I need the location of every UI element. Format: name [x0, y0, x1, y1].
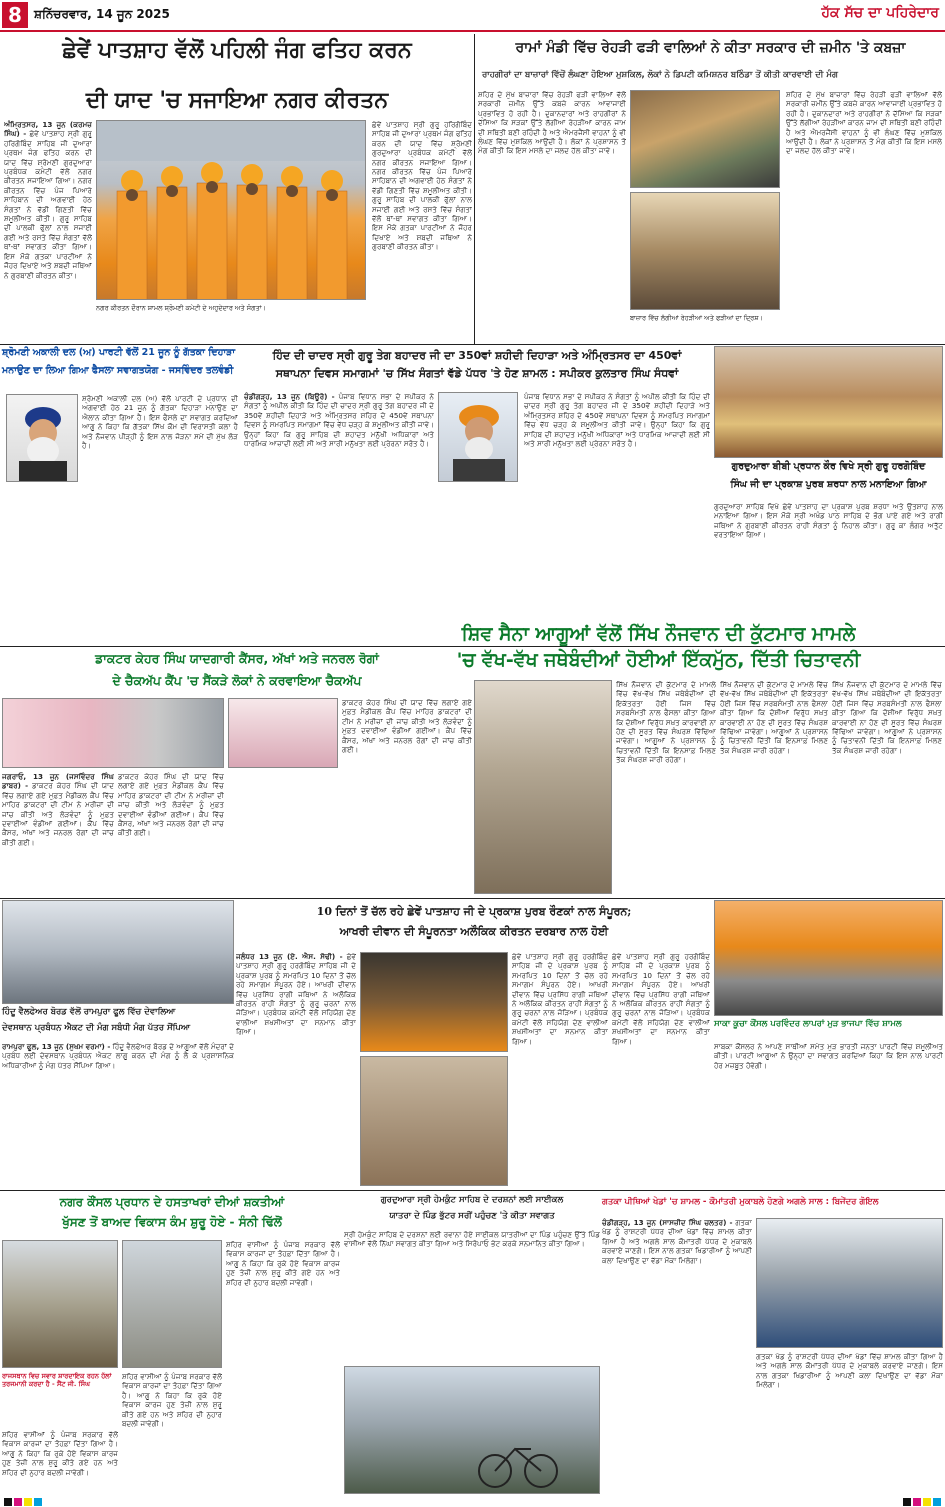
reg-mark-black-r [903, 1498, 911, 1506]
section-rule [0, 1190, 945, 1191]
column-divider [474, 34, 475, 344]
dateline: ਰਾਮਪੁਰਾ ਫੂਲ, 13 ਜੂਨ (ਸੁਖਮ ਵਰਮਾ) - [2, 1042, 111, 1051]
story-rama-mandi [478, 34, 943, 344]
story-column-right [342, 698, 472, 894]
story-body: ਗਤਕਾ ਖੇਡ ਨੂੰ ਰਾਸ਼ਟਰੀ ਪੱਧਰ ਦੀਆਂ ਖੇਡਾਂ ਵਿੱਚ ਸ਼ਾਮਲ ਕੀਤਾ ਗਿਆ ਹੈ ਅਤੇ ਅਗਲੇ ਸਾਲ ਕੌਮਾਂਤਰੀ ਪੱਧਰ ਦੇ ਮੁਕਾਬਲੇ ਕਰਵਾਏ ਜਾਣਗੇ। ਇਸ ਨਾਲ ਗਤਕਾ ਖਿਡਾਰੀਆਂ ਨੂੰ ਆਪਣੀ ਕਲਾ ਦਿਖਾਉਣ ਦਾ ਵੱਡਾ ਮੌਕਾ ਮਿਲੇਗਾ। [602, 1218, 752, 1265]
market-photo-2 [630, 192, 780, 310]
story-body-cont2: ਸਿੱਖ ਨੌਜਵਾਨ ਦੀ ਕੁੱਟਮਾਰ ਦੇ ਮਾਮਲੇ ਵਿੱਚ ਵੱਖ-ਵੱਖ ਸਿੱਖ ਜਥੇਬੰਦੀਆਂ ਦੀ ਇਕੱਤਰਤਾ ਹੋਈ ਜਿਸ ਵਿੱਚ ਸਰਬਸੰਮਤੀ ਨਾਲ ਫੈਸਲਾ ਕੀਤਾ ਗਿਆ ਕਿ ਦੋਸ਼ੀਆਂ ਵਿਰੁੱਧ ਸਖ਼ਤ ਕਾਰਵਾਈ ਨਾ ਹੋਣ ਦੀ ਸੂਰਤ ਵਿੱਚ ਸੰਘਰਸ਼ ਵਿੱਢਿਆ ਜਾਵੇਗਾ। ਆਗੂਆਂ ਨੇ ਪ੍ਰਸ਼ਾਸਨ ਨੂੰ ਚਿਤਾਵਨੀ ਦਿੱਤੀ ਕਿ ਇਨਸਾਫ਼ ਮਿਲਣ ਤੱਕ ਸੰਘਰਸ਼ ਜਾਰੀ ਰਹੇਗਾ। [832, 680, 942, 755]
story-column-right [372, 120, 472, 342]
story-body-cont: ਗਤਕਾ ਖੇਡ ਨੂੰ ਰਾਸ਼ਟਰੀ ਪੱਧਰ ਦੀਆਂ ਖੇਡਾਂ ਵਿੱਚ ਸ਼ਾਮਲ ਕੀਤਾ ਗਿਆ ਹੈ ਅਤੇ ਅਗਲੇ ਸਾਲ ਕੌਮਾਂਤਰੀ ਪੱਧਰ ਦੇ ਮੁਕਾਬਲੇ ਕਰਵਾਏ ਜਾਣਗੇ। ਇਸ ਨਾਲ ਗਤਕਾ ਖਿਡਾਰੀਆਂ ਨੂੰ ਆਪਣੀ ਕਲਾ ਦਿਖਾਉਣ ਦਾ ਵੱਡਾ ਮੌਕਾ ਮਿਲੇਗਾ। [756, 1352, 943, 1390]
headline: ਡਾਕਟਰ ਕੇਹਰ ਸਿੰਘ ਯਾਦਗਾਰੀ ਕੈਂਸਰ, ਅੱਖਾਂ ਅਤੇ ਜਨਰਲ ਰੋਗਾਂ [95, 651, 379, 666]
story-prakash-purab [236, 900, 712, 1190]
photo-caption: ਬਾਜ਼ਾਰ ਵਿੱਚ ਲੱਗੀਆਂ ਰੇਹੜੀਆਂ ਅਤੇ ਫੜੀਆਂ ਦਾ ਦ੍ਰਿਸ਼। [630, 314, 763, 322]
story-350-shaheedi [242, 346, 712, 646]
story-nagar-council [2, 1192, 342, 1496]
page-number: 8 [8, 3, 22, 27]
story-body-cont2: ਡਾਕਟਰ ਕੇਹਰ ਸਿੰਘ ਦੀ ਯਾਦ ਵਿੱਚ ਲਗਾਏ ਗਏ ਮੁਫ਼ਤ ਮੈਡੀਕਲ ਕੈਂਪ ਵਿੱਚ ਮਾਹਿਰ ਡਾਕਟਰਾਂ ਦੀ ਟੀਮ ਨੇ ਮਰੀਜ਼ਾਂ ਦੀ ਜਾਂਚ ਕੀਤੀ ਅਤੇ ਲੋੜਵੰਦਾਂ ਨੂੰ ਮੁਫ਼ਤ ਦਵਾਈਆਂ ਵੰਡੀਆਂ ਗਈਆਂ। ਕੈਂਪ ਵਿੱਚ ਕੈਂਸਰ, ਅੱਖਾਂ ਅਤੇ ਜਨਰਲ ਰੋਗਾਂ ਦੀ ਜਾਂਚ ਕੀਤੀ ਗਈ। [342, 698, 472, 755]
story-shiv-sena [456, 618, 943, 896]
headline-line2: ਖੁੱਸਣ ਤੋਂ ਬਾਅਦ ਵਿਕਾਸ ਕੰਮ ਸ਼ੁਰੂ ਹੋਏ - ਸੰਨੀ ਢਿੱਲੋਂ [62, 1215, 282, 1229]
reg-mark-magenta [14, 1498, 22, 1506]
reg-mark-cyan-r [933, 1498, 941, 1506]
story-column [714, 1042, 943, 1188]
headline: ਹਿੰਦ ਦੀ ਚਾਦਰ ਸ੍ਰੀ ਗੁਰੂ ਤੇਗ ਬਹਾਦਰ ਜੀ ਦਾ 350ਵਾਂ ਸ਼ਹੀਦੀ ਦਿਹਾੜਾ ਅਤੇ ਅੰਮ੍ਰਿਤਸਰ ਦਾ 450ਵਾਂ [272, 349, 682, 362]
headline-line2: ਦੀ ਯਾਦ 'ਚ ਸਜਾਇਆ ਨਗਰ ਕੀਰਤਨ [85, 88, 389, 113]
speaker-illustration [439, 393, 518, 482]
medical-camp-photo-2 [228, 698, 338, 768]
masthead-rule [0, 30, 945, 32]
story-column-right [226, 1240, 340, 1494]
story-column-left [2, 1430, 118, 1494]
story-body-cont: ਸਿੱਖ ਨੌਜਵਾਨ ਦੀ ਕੁੱਟਮਾਰ ਦੇ ਮਾਮਲੇ ਵਿੱਚ ਵੱਖ-ਵੱਖ ਸਿੱਖ ਜਥੇਬੰਦੀਆਂ ਦੀ ਇਕੱਤਰਤਾ ਹੋਈ ਜਿਸ ਵਿੱਚ ਸਰਬਸੰਮਤੀ ਨਾਲ ਫੈਸਲਾ ਕੀਤਾ ਗਿਆ ਕਿ ਦੋਸ਼ੀਆਂ ਵਿਰੁੱਧ ਸਖ਼ਤ ਕਾਰਵਾਈ ਨਾ ਹੋਣ ਦੀ ਸੂਰਤ ਵਿੱਚ ਸੰਘਰਸ਼ ਵਿੱਢਿਆ ਜਾਵੇਗਾ। ਆਗੂਆਂ ਨੇ ਪ੍ਰਸ਼ਾਸਨ ਨੂੰ ਚਿਤਾਵਨੀ ਦਿੱਤੀ ਕਿ ਇਨਸਾਫ਼ ਮਿਲਣ ਤੱਕ ਸੰਘਰਸ਼ ਜਾਰੀ ਰਹੇਗਾ। [720, 680, 828, 755]
registration-strip [0, 1497, 945, 1507]
dateline: ਚੰਡੀਗੜ੍ਹ, 13 ਜੂਨ (ਸਾਸਜ਼ੀਦ ਸਿੰਘ ਚਲਤਰ) - [602, 1218, 733, 1227]
story-column-right [612, 952, 710, 1188]
story-gatka-games [602, 1192, 943, 1496]
story-hindu-welfare-board [2, 900, 234, 1190]
headline: ਛੇਵੇਂ ਪਾਤਸ਼ਾਹ ਵੱਲੋਂ ਪਹਿਲੀ ਜੰਗ ਫਤਿਹ ਕਰਨ [62, 38, 412, 63]
story-column-mid [512, 952, 608, 1188]
story-cycle-yatra [344, 1192, 600, 1496]
sangat-photo [360, 1056, 508, 1186]
headline: ਗੁਰਦੁਆਰਾ ਬੀਬੀ ਪ੍ਰਧਾਨ ਕੌਰ ਵਿਖੇ ਸ੍ਰੀ ਗੁਰੂ ਹਰਗੋਬਿੰਦ [731, 461, 926, 472]
story-column [82, 394, 238, 642]
story-nagar-kirtan [2, 34, 472, 344]
headline: ਸਾਕਾ ਕੂਚਾ ਕੌਂਸਲ ਪਰਵਿੰਦਰ ਲਾਪਰਾਂ ਮੁੜ ਭਾਜਪਾ ਵਿੱਚ ਸ਼ਾਮਲ [714, 1019, 902, 1029]
story-column-left [602, 1218, 752, 1494]
story-column [344, 1230, 600, 1362]
story-body-cont: ਡਾਕਟਰ ਕੇਹਰ ਸਿੰਘ ਦੀ ਯਾਦ ਵਿੱਚ ਲਗਾਏ ਗਏ ਮੁਫ਼ਤ ਮੈਡੀਕਲ ਕੈਂਪ ਵਿੱਚ ਮਾਹਿਰ ਡਾਕਟਰਾਂ ਦੀ ਟੀਮ ਨੇ ਮਰੀਜ਼ਾਂ ਦੀ ਜਾਂਚ ਕੀਤੀ ਅਤੇ ਲੋੜਵੰਦਾਂ ਨੂੰ ਮੁਫ਼ਤ ਦਵਾਈਆਂ ਵੰਡੀਆਂ ਗਈਆਂ। ਕੈਂਪ ਵਿੱਚ ਕੈਂਸਰ, ਅੱਖਾਂ ਅਤੇ ਜਨਰਲ ਰੋਗਾਂ ਦੀ ਜਾਂਚ ਕੀਤੀ ਗਈ। [118, 772, 224, 838]
gatka-photo [756, 1218, 943, 1348]
memorandum-photo [2, 900, 234, 1004]
paper-name: ਹੱਕ ਸੱਚ ਦਾ ਪਹਿਰੇਦਾਰ [821, 5, 939, 21]
story-column-right [756, 1352, 943, 1494]
story-body: ਛੇਵੇਂ ਪਾਤਸ਼ਾਹ ਸ੍ਰੀ ਗੁਰੂ ਹਰਗੋਬਿੰਦ ਸਾਹਿਬ ਜੀ ਦੇ ਪ੍ਰਕਾਸ਼ ਪੁਰਬ ਨੂੰ ਸਮਰਪਿਤ 10 ਦਿਨਾਂ ਤੋਂ ਚੱਲ ਰਹੇ ਸਮਾਗਮ ਸੰਪੂਰਨ ਹੋਏ। ਆਖਰੀ ਦੀਵਾਨ ਵਿੱਚ ਪ੍ਰਸਿੱਧ ਰਾਗੀ ਜਥਿਆਂ ਨੇ ਅਲੌਕਿਕ ਕੀਰਤਨ ਰਾਹੀਂ ਸੰਗਤਾਂ ਨੂੰ ਗੁਰੂ ਚਰਨਾਂ ਨਾਲ ਜੋੜਿਆ। ਪ੍ਰਬੰਧਕ ਕਮੇਟੀ ਵੱਲੋਂ ਸਹਿਯੋਗ ਦੇਣ ਵਾਲੀਆਂ ਸ਼ਖਸੀਅਤਾਂ ਦਾ ਸਨਮਾਨ ਕੀਤਾ ਗਿਆ। [236, 952, 356, 1037]
construction-photo-2 [122, 1240, 222, 1368]
story-body-cont: ਸ਼ਹਿਰ ਵਾਸੀਆਂ ਨੂੰ ਪੰਜਾਬ ਸਰਕਾਰ ਵੱਲੋਂ ਵਿਕਾਸ ਕਾਰਜਾਂ ਦਾ ਤੋਹਫ਼ਾ ਦਿੱਤਾ ਗਿਆ ਹੈ। ਆਗੂ ਨੇ ਕਿਹਾ ਕਿ ਰੁਕੇ ਹੋਏ ਵਿਕਾਸ ਕਾਰਜ ਹੁਣ ਤੇਜ਼ੀ ਨਾਲ ਸ਼ੁਰੂ ਕੀਤੇ ਗਏ ਹਨ ਅਤੇ ਸ਼ਹਿਰ ਦੀ ਨੁਹਾਰ ਬਦਲੀ ਜਾਵੇਗੀ। [122, 1372, 222, 1429]
dateline: ਚੰਡੀਗੜ੍ਹ, 13 ਜੂਨ (ਬਿਊਰੋ) - [244, 392, 335, 401]
story-body-cont: ਸ਼ਹਿਰ ਦੇ ਮੁੱਖ ਬਾਜ਼ਾਰਾਂ ਵਿੱਚ ਰੇਹੜੀ ਫੜੀ ਵਾਲਿਆਂ ਵੱਲੋਂ ਸਰਕਾਰੀ ਜ਼ਮੀਨ ਉੱਤੇ ਕਬਜ਼ੇ ਕਾਰਨ ਆਵਾਜਾਈ ਪ੍ਰਭਾਵਿਤ ਹੋ ਰਹੀ ਹੈ। ਦੁਕਾਨਦਾਰਾਂ ਅਤੇ ਰਾਹਗੀਰਾਂ ਨੇ ਦੱਸਿਆ ਕਿ ਸੜਕਾਂ ਉੱਤੇ ਲੱਗੀਆਂ ਰੇਹੜੀਆਂ ਕਾਰਨ ਜਾਮ ਦੀ ਸਥਿਤੀ ਬਣੀ ਰਹਿੰਦੀ ਹੈ ਅਤੇ ਐਮਰਜੈਂਸੀ ਵਾਹਨਾਂ ਨੂੰ ਵੀ ਲੰਘਣ ਵਿੱਚ ਮੁਸ਼ਕਿਲ ਆਉਂਦੀ ਹੈ। ਲੋਕਾਂ ਨੇ ਪ੍ਰਸ਼ਾਸਨ ਤੋਂ ਮੰਗ ਕੀਤੀ ਕਿ ਇਸ ਮਸਲੇ ਦਾ ਜਲਦ ਹੱਲ ਕੀਤਾ ਜਾਵੇ। [786, 90, 942, 156]
headline: ਰਾਮਾਂ ਮੰਡੀ ਵਿੱਚ ਰੇਹੜੀ ਫੜੀ ਵਾਲਿਆਂ ਨੇ ਕੀਤਾ ਸਰਕਾਰ ਦੀ ਜ਼ਮੀਨ 'ਤੇ ਕਬਜ਼ਾ [515, 40, 906, 56]
inset-caption: ਰਾਜਸਥਾਨ ਵਿਚ ਸਵਾਰ ਸ਼ਾਰਦਾਇਕ ਰਹਨ ਹੱਲਾਂ ਤਰਜਮਾਨੀ ਕਰਦਾ ਹੈ - ਸੈਂਟ ਜੀ. ਸਿੰਘ [2, 1372, 112, 1389]
story-column-left [236, 952, 356, 1188]
page-number-box [2, 2, 28, 28]
story-body: ਪੰਜਾਬ ਵਿਧਾਨ ਸਭਾ ਦੇ ਸਪੀਕਰ ਨੇ ਸੰਗਤਾਂ ਨੂੰ ਅਪੀਲ ਕੀਤੀ ਕਿ ਹਿੰਦ ਦੀ ਚਾਦਰ ਸ੍ਰੀ ਗੁਰੂ ਤੇਗ ਬਹਾਦਰ ਜੀ ਦੇ 350ਵੇਂ ਸ਼ਹੀਦੀ ਦਿਹਾੜੇ ਅਤੇ ਅੰਮ੍ਰਿਤਸਰ ਸ਼ਹਿਰ ਦੇ 450ਵੇਂ ਸਥਾਪਨਾ ਦਿਵਸ ਨੂੰ ਸਮਰਪਿਤ ਸਮਾਗਮਾਂ ਵਿੱਚ ਵੱਧ ਚੜ੍ਹ ਕੇ ਸ਼ਮੂਲੀਅਤ ਕੀਤੀ ਜਾਵੇ। ਉਨ੍ਹਾਂ ਕਿਹਾ ਕਿ ਗੁਰੂ ਸਾਹਿਬ ਦੀ ਸ਼ਹਾਦਤ ਮਨੁੱਖੀ ਅਧਿਕਾਰਾਂ ਅਤੇ ਧਾਰਮਿਕ ਆਜ਼ਾਦੀ ਲਈ ਸੀ ਅਤੇ ਸਾਰੀ ਮਨੁੱਖਤਾ ਲਈ ਪ੍ਰੇਰਨਾ ਸਰੋਤ ਹੈ। [244, 392, 434, 449]
story-body-cont: ਪੰਜਾਬ ਵਿਧਾਨ ਸਭਾ ਦੇ ਸਪੀਕਰ ਨੇ ਸੰਗਤਾਂ ਨੂੰ ਅਪੀਲ ਕੀਤੀ ਕਿ ਹਿੰਦ ਦੀ ਚਾਦਰ ਸ੍ਰੀ ਗੁਰੂ ਤੇਗ ਬਹਾਦਰ ਜੀ ਦੇ 350ਵੇਂ ਸ਼ਹੀਦੀ ਦਿਹਾੜੇ ਅਤੇ ਅੰਮ੍ਰਿਤਸਰ ਸ਼ਹਿਰ ਦੇ 450ਵੇਂ ਸਥਾਪਨਾ ਦਿਵਸ ਨੂੰ ਸਮਰਪਿਤ ਸਮਾਗਮਾਂ ਵਿੱਚ ਵੱਧ ਚੜ੍ਹ ਕੇ ਸ਼ਮੂਲੀਅਤ ਕੀਤੀ ਜਾਵੇ। ਉਨ੍ਹਾਂ ਕਿਹਾ ਕਿ ਗੁਰੂ ਸਾਹਿਬ ਦੀ ਸ਼ਹਾਦਤ ਮਨੁੱਖੀ ਅਧਿਕਾਰਾਂ ਅਤੇ ਧਾਰਮਿਕ ਆਜ਼ਾਦੀ ਲਈ ਸੀ ਅਤੇ ਸਾਰੀ ਮਨੁੱਖਤਾ ਲਈ ਪ੍ਰੇਰਨਾ ਸਰੋਤ ਹੈ। [524, 392, 710, 449]
story-bjp-joining [714, 900, 943, 1190]
story-body-cont: ਛੇਵੇਂ ਪਾਤਸ਼ਾਹ ਸ੍ਰੀ ਗੁਰੂ ਹਰਗੋਬਿੰਦ ਸਾਹਿਬ ਜੀ ਦੇ ਪ੍ਰਕਾਸ਼ ਪੁਰਬ ਨੂੰ ਸਮਰਪਿਤ 10 ਦਿਨਾਂ ਤੋਂ ਚੱਲ ਰਹੇ ਸਮਾਗਮ ਸੰਪੂਰਨ ਹੋਏ। ਆਖਰੀ ਦੀਵਾਨ ਵਿੱਚ ਪ੍ਰਸਿੱਧ ਰਾਗੀ ਜਥਿਆਂ ਨੇ ਅਲੌਕਿਕ ਕੀਰਤਨ ਰਾਹੀਂ ਸੰਗਤਾਂ ਨੂੰ ਗੁਰੂ ਚਰਨਾਂ ਨਾਲ ਜੋੜਿਆ। ਪ੍ਰਬੰਧਕ ਕਮੇਟੀ ਵੱਲੋਂ ਸਹਿਯੋਗ ਦੇਣ ਵਾਲੀਆਂ ਸ਼ਖਸੀਅਤਾਂ ਦਾ ਸਨਮਾਨ ਕੀਤਾ ਗਿਆ। [512, 952, 608, 1046]
headline: ਨਗਰ ਕੌਂਸਲ ਪ੍ਰਧਾਨ ਦੇ ਹਸਤਾਖਰਾਂ ਦੀਆਂ ਸ਼ਕਤੀਆਂ [59, 1195, 285, 1209]
procession-illustration [97, 121, 366, 300]
reg-mark-black [4, 1498, 12, 1506]
story-column-1 [616, 680, 716, 894]
story-column-left [244, 392, 434, 642]
dateline: ਜਲੰਧਰ 13 ਜੂਨ (ਏ. ਐਸ. ਸੋਢੀ) - [236, 952, 343, 961]
headline: ਸ਼੍ਰੋਮਣੀ ਅਕਾਲੀ ਦਲ (ਅ) ਪਾਰਟੀ ਵੱਲੋਂ 21 ਜੂਨ ਨੂੰ ਗੱਤਕਾ ਦਿਹਾੜਾ [2, 347, 236, 358]
bicycle-illustration [345, 1367, 600, 1494]
story-column-left [2, 772, 114, 894]
story-body-cont2: ਛੇਵੇਂ ਪਾਤਸ਼ਾਹ ਸ੍ਰੀ ਗੁਰੂ ਹਰਗੋਬਿੰਦ ਸਾਹਿਬ ਜੀ ਦੇ ਪ੍ਰਕਾਸ਼ ਪੁਰਬ ਨੂੰ ਸਮਰਪਿਤ 10 ਦਿਨਾਂ ਤੋਂ ਚੱਲ ਰਹੇ ਸਮਾਗਮ ਸੰਪੂਰਨ ਹੋਏ। ਆਖਰੀ ਦੀਵਾਨ ਵਿੱਚ ਪ੍ਰਸਿੱਧ ਰਾਗੀ ਜਥਿਆਂ ਨੇ ਅਲੌਕਿਕ ਕੀਰਤਨ ਰਾਹੀਂ ਸੰਗਤਾਂ ਨੂੰ ਗੁਰੂ ਚਰਨਾਂ ਨਾਲ ਜੋੜਿਆ। ਪ੍ਰਬੰਧਕ ਕਮੇਟੀ ਵੱਲੋਂ ਸਹਿਯੋਗ ਦੇਣ ਵਾਲੀਆਂ ਸ਼ਖਸੀਅਤਾਂ ਦਾ ਸਨਮਾਨ ਕੀਤਾ ਗਿਆ। [612, 952, 710, 1046]
headline: 10 ਦਿਨਾਂ ਤੋਂ ਚੱਲ ਰਹੇ ਛੇਵੇਂ ਪਾਤਸ਼ਾਹ ਜੀ ਦੇ ਪ੍ਰਕਾਸ਼ ਪੁਰਬ ਰੌਣਕਾਂ ਨਾਲ ਸੰਪੂਰਨ; [316, 905, 632, 918]
headline-line2: ਯਾਤਰਾ ਦੇ ਪਿੰਡ ਭੁੱਟਰ ਸਰੀਂ ਪਹੁੰਚਣ 'ਤੇ ਕੀਤਾ ਸਵਾਗਤ [389, 1211, 555, 1221]
market-photo [630, 90, 780, 188]
speaker-photo [438, 392, 518, 482]
story-body-cont2: ਸ਼ਹਿਰ ਵਾਸੀਆਂ ਨੂੰ ਪੰਜਾਬ ਸਰਕਾਰ ਵੱਲੋਂ ਵਿਕਾਸ ਕਾਰਜਾਂ ਦਾ ਤੋਹਫ਼ਾ ਦਿੱਤਾ ਗਿਆ ਹੈ। ਆਗੂ ਨੇ ਕਿਹਾ ਕਿ ਰੁਕੇ ਹੋਏ ਵਿਕਾਸ ਕਾਰਜ ਹੁਣ ਤੇਜ਼ੀ ਨਾਲ ਸ਼ੁਰੂ ਕੀਤੇ ਗਏ ਹਨ ਅਤੇ ਸ਼ਹਿਰ ਦੀ ਨੁਹਾਰ ਬਦਲੀ ਜਾਵੇਗੀ। [226, 1240, 340, 1287]
kirtan-darbar-photo [360, 952, 508, 1052]
dateline: ਜਗਰਾਓਂ, 13 ਜੂਨ (ਜਸਵਿੰਦਰ ਸਿੰਘ ਡਾਬਰ) - [2, 772, 114, 791]
headline-line2: ਦੇ ਚੈਕਅੱਪ ਕੈਂਪ 'ਚ ਸੈਂਕੜੇ ਲੋਕਾਂ ਨੇ ਕਰਵਾਇਆ ਚੈਕਅੱਪ [112, 673, 362, 688]
story-body: ਸਿੱਖ ਨੌਜਵਾਨ ਦੀ ਕੁੱਟਮਾਰ ਦੇ ਮਾਮਲੇ ਵਿੱਚ ਵੱਖ-ਵੱਖ ਸਿੱਖ ਜਥੇਬੰਦੀਆਂ ਦੀ ਇਕੱਤਰਤਾ ਹੋਈ ਜਿਸ ਵਿੱਚ ਸਰਬਸੰਮਤੀ ਨਾਲ ਫੈਸਲਾ ਕੀਤਾ ਗਿਆ ਕਿ ਦੋਸ਼ੀਆਂ ਵਿਰੁੱਧ ਸਖ਼ਤ ਕਾਰਵਾਈ ਨਾ ਹੋਣ ਦੀ ਸੂਰਤ ਵਿੱਚ ਸੰਘਰਸ਼ ਵਿੱਢਿਆ ਜਾਵੇਗਾ। ਆਗੂਆਂ ਨੇ ਪ੍ਰਸ਼ਾਸਨ ਨੂੰ ਚਿਤਾਵਨੀ ਦਿੱਤੀ ਕਿ ਇਨਸਾਫ਼ ਮਿਲਣ ਤੱਕ ਸੰਘਰਸ਼ ਜਾਰੀ ਰਹੇਗਾ। [616, 680, 716, 765]
subheadline: ਰਾਹਗੀਰਾਂ ਦਾ ਬਾਜ਼ਾਰਾਂ ਵਿੱਚੋਂ ਲੰਘਣਾ ਹੋਇਆ ਮੁਸ਼ਕਿਲ, ਲੋਕਾਂ ਨੇ ਡਿਪਟੀ ਕਮਿਸ਼ਨਰ ਬਠਿੰਡਾ ਤੋਂ ਕੀਤੀ ਕਾਰਵਾਈ ਦੀ ਮੰਗ [482, 70, 838, 80]
headline-line2: ਸਥਾਪਨਾ ਦਿਵਸ ਸਮਾਗਮਾਂ 'ਚ ਸਿੱਖ ਸੰਗਤਾਂ ਵੱਡੇ ਪੱਧਰ 'ਤੇ ਹੋਣ ਸ਼ਾਮਲ : ਸਪੀਕਰ ਕੁਲਤਾਰ ਸਿੰਘ ਸੰਧਵਾਂ [275, 367, 679, 380]
story-body: ਸਾਬਕਾ ਕੌਂਸਲਰ ਨੇ ਆਪਣੇ ਸਾਥੀਆਂ ਸਮੇਤ ਮੁੜ ਭਾਰਤੀ ਜਨਤਾ ਪਾਰਟੀ ਵਿੱਚ ਸ਼ਮੂਲੀਅਤ ਕੀਤੀ। ਪਾਰਟੀ ਆਗੂਆਂ ਨੇ ਉਨ੍ਹਾਂ ਦਾ ਸਵਾਗਤ ਕਰਦਿਆਂ ਕਿਹਾ ਕਿ ਇਸ ਨਾਲ ਪਾਰਟੀ ਹੋਰ ਮਜ਼ਬੂਤ ਹੋਵੇਗੀ। [714, 1042, 943, 1070]
issue-date: ਸ਼ਨਿੱਚਰਵਾਰ, 14 ਜੂਨ 2025 [34, 7, 170, 21]
story-medical-camp [2, 648, 472, 896]
story-column-2 [720, 680, 828, 894]
headline-line2: ਸਿੰਘ ਜੀ ਦਾ ਪ੍ਰਕਾਸ਼ ਪੁਰਬ ਸ਼ਰਧਾ ਨਾਲ ਮਨਾਇਆ ਗਿਆ [730, 479, 927, 490]
dateline: ਅੰਮ੍ਰਿਤਸਰ, 13 ਜੂਨ (ਕਰਮਜ਼ ਸਿੰਘ) - [4, 120, 92, 139]
story-body: ਸ਼ਹਿਰ ਦੇ ਮੁੱਖ ਬਾਜ਼ਾਰਾਂ ਵਿੱਚ ਰੇਹੜੀ ਫੜੀ ਵਾਲਿਆਂ ਵੱਲੋਂ ਸਰਕਾਰੀ ਜ਼ਮੀਨ ਉੱਤੇ ਕਬਜ਼ੇ ਕਾਰਨ ਆਵਾਜਾਈ ਪ੍ਰਭਾਵਿਤ ਹੋ ਰਹੀ ਹੈ। ਦੁਕਾਨਦਾਰਾਂ ਅਤੇ ਰਾਹਗੀਰਾਂ ਨੇ ਦੱਸਿਆ ਕਿ ਸੜਕਾਂ ਉੱਤੇ ਲੱਗੀਆਂ ਰੇਹੜੀਆਂ ਕਾਰਨ ਜਾਮ ਦੀ ਸਥਿਤੀ ਬਣੀ ਰਹਿੰਦੀ ਹੈ ਅਤੇ ਐਮਰਜੈਂਸੀ ਵਾਹਨਾਂ ਨੂੰ ਵੀ ਲੰਘਣ ਵਿੱਚ ਮੁਸ਼ਕਿਲ ਆਉਂਦੀ ਹੈ। ਲੋਕਾਂ ਨੇ ਪ੍ਰਸ਼ਾਸਨ ਤੋਂ ਮੰਗ ਕੀਤੀ ਕਿ ਇਸ ਮਸਲੇ ਦਾ ਜਲਦ ਹੱਲ ਕੀਤਾ ਜਾਵੇ। [478, 90, 626, 156]
story-column-right [786, 90, 942, 342]
reg-mark-yellow [24, 1498, 32, 1506]
section-rule [0, 898, 945, 899]
masthead [0, 0, 945, 30]
story-column [478, 90, 626, 342]
story-body-cont: ਛੇਵੇਂ ਪਾਤਸ਼ਾਹ ਸ੍ਰੀ ਗੁਰੂ ਹਰਿਗੋਬਿੰਦ ਸਾਹਿਬ ਜੀ ਦੁਆਰਾ ਪ੍ਰਥਮ ਜੰਗ ਫਤਿਹ ਕਰਨ ਦੀ ਯਾਦ ਵਿੱਚ ਸ਼੍ਰੋਮਣੀ ਗੁਰਦੁਆਰਾ ਪ੍ਰਬੰਧਕ ਕਮੇਟੀ ਵੱਲੋਂ ਨਗਰ ਕੀਰਤਨ ਸਜਾਇਆ ਗਿਆ। ਨਗਰ ਕੀਰਤਨ ਵਿੱਚ ਪੰਜ ਪਿਆਰੇ ਸਾਹਿਬਾਨ ਦੀ ਅਗਵਾਈ ਹੇਠ ਸੰਗਤਾਂ ਨੇ ਵੱਡੀ ਗਿਣਤੀ ਵਿੱਚ ਸ਼ਮੂਲੀਅਤ ਕੀਤੀ। ਗੁਰੂ ਸਾਹਿਬ ਦੀ ਪਾਲਕੀ ਫੁੱਲਾਂ ਨਾਲ ਸਜਾਈ ਗਈ ਅਤੇ ਰਸਤੇ ਵਿੱਚ ਸੰਗਤਾਂ ਵੱਲੋਂ ਥਾਂ-ਥਾਂ ਸਵਾਗਤ ਕੀਤਾ ਗਿਆ। ਇਸ ਮੌਕੇ ਗਤਕਾ ਪਾਰਟੀਆਂ ਨੇ ਜੌਹਰ ਦਿਖਾਏ ਅਤੇ ਸ਼ਬਦੀ ਜਥਿਆਂ ਨੇ ਗੁਰਬਾਣੀ ਕੀਰਤਨ ਕੀਤਾ। [372, 120, 472, 252]
headline: ਗੁਰਦੁਆਰਾ ਸ੍ਰੀ ਹੇਮਕੁੰਟ ਸਾਹਿਬ ਦੇ ਦਰਸ਼ਨਾਂ ਲਈ ਸਾਈਕਲ [380, 1195, 564, 1205]
headline: ਗਤਕਾ ਪੀਥਿਆਂ ਖੇਡਾਂ 'ਚ ਸ਼ਾਮਲ - ਕੌਮਾਂਤਰੀ ਮੁਕਾਬਲੇ ਹੋਣਗੇ ਅਗਲੇ ਸਾਲ : ਬਿਜੇਂਦਰ ਗੋਇਲ [602, 1197, 879, 1207]
story-body: ਹਿੰਦੂ ਵੈਲਫੇਅਰ ਬੋਰਡ ਦੇ ਆਗੂਆਂ ਵੱਲੋਂ ਮੰਦਰਾਂ ਦੇ ਪ੍ਰਬੰਧ ਲਈ ਦੇਵਸਥਾਨ ਪ੍ਰਬੰਧਨ ਐਕਟ ਲਾਗੂ ਕਰਨ ਦੀ ਮੰਗ ਨੂੰ ਲੈ ਕੇ ਪ੍ਰਸ਼ਾਸਨਿਕ ਅਧਿਕਾਰੀਆਂ ਨੂੰ ਮੰਗ ਪੱਤਰ ਸੌਂਪਿਆ ਗਿਆ। [2, 1042, 234, 1070]
story-body: ਛੇਵੇਂ ਪਾਤਸ਼ਾਹ ਸ੍ਰੀ ਗੁਰੂ ਹਰਿਗੋਬਿੰਦ ਸਾਹਿਬ ਜੀ ਦੁਆਰਾ ਪ੍ਰਥਮ ਜੰਗ ਫਤਿਹ ਕਰਨ ਦੀ ਯਾਦ ਵਿੱਚ ਸ਼੍ਰੋਮਣੀ ਗੁਰਦੁਆਰਾ ਪ੍ਰਬੰਧਕ ਕਮੇਟੀ ਵੱਲੋਂ ਨਗਰ ਕੀਰਤਨ ਸਜਾਇਆ ਗਿਆ। ਨਗਰ ਕੀਰਤਨ ਵਿੱਚ ਪੰਜ ਪਿਆਰੇ ਸਾਹਿਬਾਨ ਦੀ ਅਗਵਾਈ ਹੇਠ ਸੰਗਤਾਂ ਨੇ ਵੱਡੀ ਗਿਣਤੀ ਵਿੱਚ ਸ਼ਮੂਲੀਅਤ ਕੀਤੀ। ਗੁਰੂ ਸਾਹਿਬ ਦੀ ਪਾਲਕੀ ਫੁੱਲਾਂ ਨਾਲ ਸਜਾਈ ਗਈ ਅਤੇ ਰਸਤੇ ਵਿੱਚ ਸੰਗਤਾਂ ਵੱਲੋਂ ਥਾਂ-ਥਾਂ ਸਵਾਗਤ ਕੀਤਾ ਗਿਆ। ਇਸ ਮੌਕੇ ਗਤਕਾ ਪਾਰਟੀਆਂ ਨੇ ਜੌਹਰ ਦਿਖਾਏ ਅਤੇ ਸ਼ਬਦੀ ਜਥਿਆਂ ਨੇ ਗੁਰਬਾਣੀ ਕੀਰਤਨ ਕੀਤਾ। [4, 129, 92, 280]
story-column-right [524, 392, 710, 642]
story-body: ਸ੍ਰੀ ਹੇਮਕੁੰਟ ਸਾਹਿਬ ਦੇ ਦਰਸ਼ਨਾਂ ਲਈ ਰਵਾਨਾ ਹੋਏ ਸਾਈਕਲ ਯਾਤਰੀਆਂ ਦਾ ਪਿੰਡ ਪਹੁੰਚਣ ਉੱਤੇ ਪਿੰਡ ਵਾਸੀਆਂ ਵੱਲੋਂ ਨਿੱਘਾ ਸਵਾਗਤ ਕੀਤਾ ਗਿਆ ਅਤੇ ਸਿਰੋਪਾਓ ਭੇਟ ਕਰਕੇ ਸਨਮਾਨਿਤ ਕੀਤਾ ਗਿਆ। [344, 1230, 600, 1249]
headline: ਹਿੰਦੂ ਵੈਲਫੇਅਰ ਬੋਰਡ ਵੱਲੋਂ ਰਾਮਪੁਰਾ ਫੂਲ ਵਿੱਚ ਦੇਵਾਲਿਆ [2, 1007, 176, 1017]
gurdwara-photo [714, 346, 943, 458]
story-body: ਸ਼੍ਰੋਮਣੀ ਅਕਾਲੀ ਦਲ (ਅ) ਵੱਲੋਂ ਪਾਰਟੀ ਦੇ ਪ੍ਰਧਾਨ ਦੀ ਅਗਵਾਈ ਹੇਠ 21 ਜੂਨ ਨੂੰ ਗੱਤਕਾ ਦਿਹਾੜਾ ਮਨਾਉਣ ਦਾ ਐਲਾਨ ਕੀਤਾ ਗਿਆ ਹੈ। ਇਸ ਫੈਸਲੇ ਦਾ ਸਵਾਗਤ ਕਰਦਿਆਂ ਆਗੂ ਨੇ ਕਿਹਾ ਕਿ ਗੱਤਕਾ ਸਿੱਖ ਕੌਮ ਦੀ ਵਿਰਾਸਤੀ ਕਲਾ ਹੈ ਅਤੇ ਨੌਜਵਾਨ ਪੀੜ੍ਹੀ ਨੂੰ ਇਸ ਨਾਲ ਜੋੜਨਾ ਸਮੇਂ ਦੀ ਮੁੱਖ ਲੋੜ ਹੈ। [82, 394, 238, 451]
story-body: ਸ਼ਹਿਰ ਵਾਸੀਆਂ ਨੂੰ ਪੰਜਾਬ ਸਰਕਾਰ ਵੱਲੋਂ ਵਿਕਾਸ ਕਾਰਜਾਂ ਦਾ ਤੋਹਫ਼ਾ ਦਿੱਤਾ ਗਿਆ ਹੈ। ਆਗੂ ਨੇ ਕਿਹਾ ਕਿ ਰੁਕੇ ਹੋਏ ਵਿਕਾਸ ਕਾਰਜ ਹੁਣ ਤੇਜ਼ੀ ਨਾਲ ਸ਼ੁਰੂ ਕੀਤੇ ਗਏ ਹਨ ਅਤੇ ਸ਼ਹਿਰ ਦੀ ਨੁਹਾਰ ਬਦਲੀ ਜਾਵੇਗੀ। [2, 1430, 118, 1477]
nagar-kirtan-photo [96, 120, 366, 300]
cycle-yatra-photo [344, 1366, 600, 1494]
portrait-illustration [7, 395, 78, 482]
story-column [2, 1042, 234, 1188]
story-column-mid [118, 772, 224, 894]
speaker-portrait [6, 394, 78, 482]
story-body: ਡਾਕਟਰ ਕੇਹਰ ਸਿੰਘ ਦੀ ਯਾਦ ਵਿੱਚ ਲਗਾਏ ਗਏ ਮੁਫ਼ਤ ਮੈਡੀਕਲ ਕੈਂਪ ਵਿੱਚ ਮਾਹਿਰ ਡਾਕਟਰਾਂ ਦੀ ਟੀਮ ਨੇ ਮਰੀਜ਼ਾਂ ਦੀ ਜਾਂਚ ਕੀਤੀ ਅਤੇ ਲੋੜਵੰਦਾਂ ਨੂੰ ਮੁਫ਼ਤ ਦਵਾਈਆਂ ਵੰਡੀਆਂ ਗਈਆਂ। ਕੈਂਪ ਵਿੱਚ ਕੈਂਸਰ, ਅੱਖਾਂ ਅਤੇ ਜਨਰਲ ਰੋਗਾਂ ਦੀ ਜਾਂਚ ਕੀਤੀ ਗਈ। [2, 781, 114, 847]
reg-mark-cyan [34, 1498, 42, 1506]
photo-caption: ਨਗਰ ਕੀਰਤਨ ਦੌਰਾਨ ਸ਼ਾਮਲ ਸ਼੍ਰੋਮਣੀ ਕਮੇਟੀ ਦੇ ਅਹੁਦੇਦਾਰ ਅਤੇ ਸੰਗਤਾਂ। [96, 304, 266, 312]
headline-line2: 'ਚ ਵੱਖ-ਵੱਖ ਜਥੇਬੰਦੀਆਂ ਹੋਈਆਂ ਇੱਕਮੁੱਠ, ਦਿੱਤੀ ਚਿਤਾਵਨੀ [456, 649, 861, 671]
story-column-mid [122, 1372, 222, 1494]
medical-camp-photo [2, 698, 224, 768]
story-column-left [4, 120, 92, 342]
story-column-3 [832, 680, 942, 894]
section-rule [0, 344, 945, 345]
headline-line2: ਦੇਵਸਥਾਨ ਪ੍ਰਬੰਧਨ ਐਕਟ ਦੀ ਮੰਗ ਸਬੰਧੀ ਮੰਗ ਪੱਤਰ ਸੌਂਪਿਆ [2, 1023, 191, 1033]
story-gatka-day [2, 346, 240, 646]
headline: ਸ਼ਿਵ ਸੈਨਾ ਆਗੂਆਂ ਵੱਲੋਂ ਸਿੱਖ ਨੌਜਵਾਨ ਦੀ ਕੁੱਟਮਾਰ ਮਾਮਲੇ [461, 623, 856, 645]
construction-photo [2, 1240, 118, 1368]
reg-mark-yellow-r [923, 1498, 931, 1506]
meeting-photo [474, 680, 612, 894]
story-bibi-pardhan-kaur [714, 346, 943, 646]
headline-line2: ਮਨਾਉਣ ਦਾ ਲਿਆ ਗਿਆ ਫੈਸਲਾ ਸਵਾਗਤਯੋਗ - ਜਸਵਿੰਦਰ ਤਲਵੰਡੀ [2, 365, 234, 376]
reg-mark-magenta-r [913, 1498, 921, 1506]
bjp-joining-photo [714, 900, 943, 1016]
headline-line2: ਆਖਰੀ ਦੀਵਾਨ ਦੀ ਸੰਪੂਰਨਤਾ ਅਲੌਕਿਕ ਕੀਰਤਨ ਦਰਬਾਰ ਨਾਲ ਹੋਈ [339, 925, 609, 938]
story-body: ਗੁਰਦੁਆਰਾ ਸਾਹਿਬ ਵਿਖੇ ਛੇਵੇਂ ਪਾਤਸ਼ਾਹ ਦਾ ਪ੍ਰਕਾਸ਼ ਪੁਰਬ ਸ਼ਰਧਾ ਅਤੇ ਉਤਸ਼ਾਹ ਨਾਲ ਮਨਾਇਆ ਗਿਆ। ਇਸ ਮੌਕੇ ਸ੍ਰੀ ਅਖੰਡ ਪਾਠ ਸਾਹਿਬ ਦੇ ਭੋਗ ਪਾਏ ਗਏ ਅਤੇ ਰਾਗੀ ਜਥਿਆਂ ਨੇ ਗੁਰਬਾਣੀ ਕੀਰਤਨ ਰਾਹੀਂ ਸੰਗਤਾਂ ਨੂੰ ਨਿਹਾਲ ਕੀਤਾ। ਗੁਰੂ ਕਾ ਲੰਗਰ ਅਤੁੱਟ ਵਰਤਾਇਆ ਗਿਆ। [714, 502, 943, 540]
